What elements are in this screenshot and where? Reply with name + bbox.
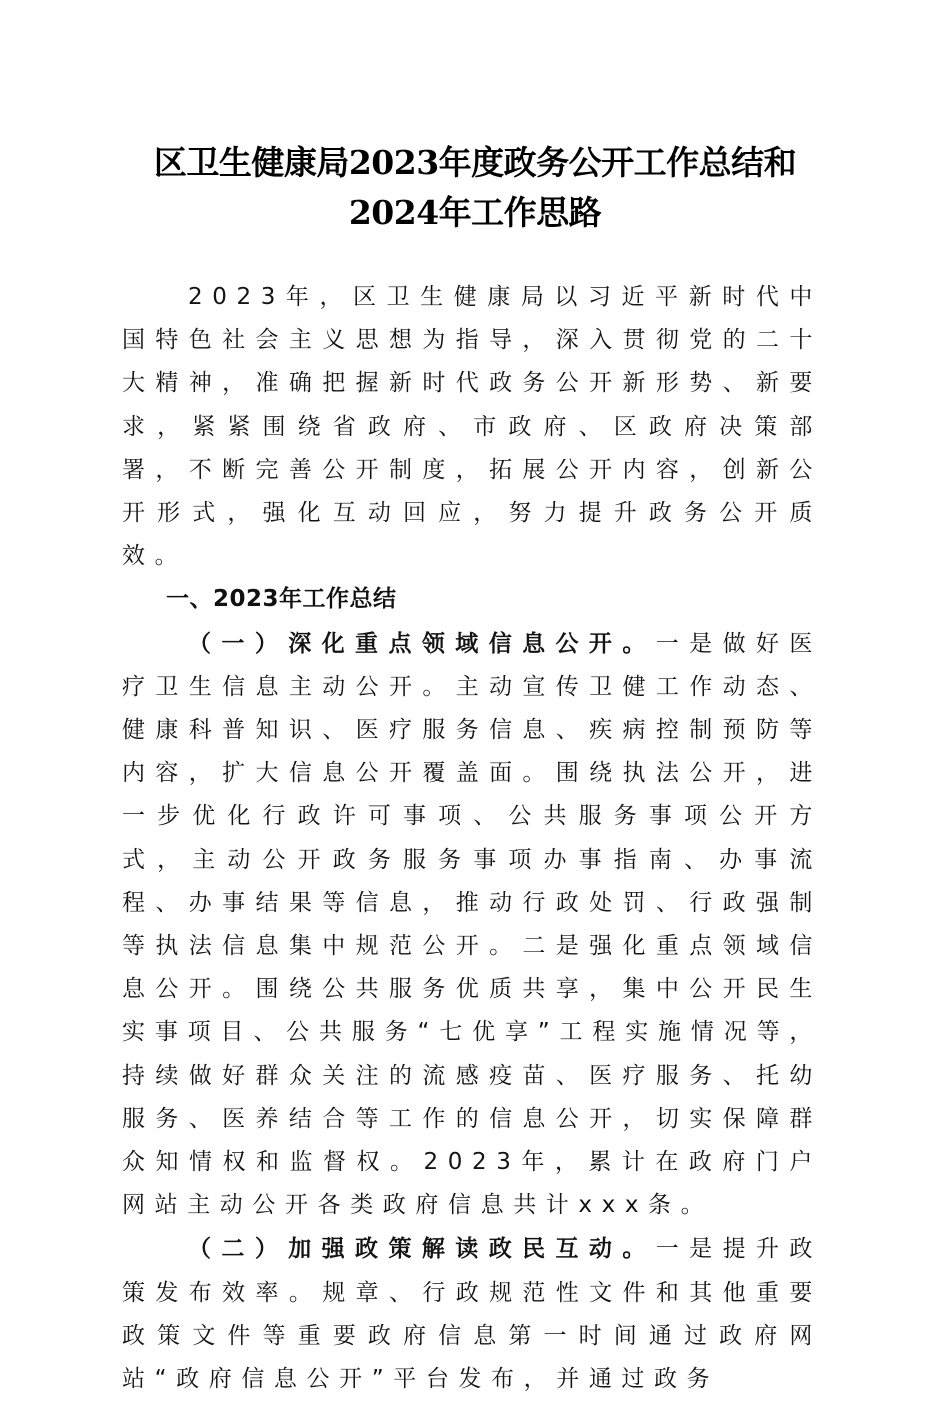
paragraph-text: 一是提升政策发布效率。规章、行政规范性文件和其他重要政策文件等重要政府信息第一时间通过政府网站“政府信息公开”平台发布，并通过政务 [122,1236,823,1393]
title-line-1: 区卫生健康局2023年度政务公开工作总结和 [153,143,797,182]
document-title [100,138,850,238]
paragraph-lead: （一）深化重点领域信息公开。 [188,629,656,657]
document-body [122,276,822,1401]
paragraph-item-1 [122,622,822,1228]
intro-paragraph: 2023年，区卫生健康局以习近平新时代中国特色社会主义思想为指导，深入贯彻党的二十大精神，准确把握新时代政务公开新形势、新要求，紧紧围绕省政府、市政府、区政府决策部署，不断完善公开制度，拓展公开内容，创新公开形式，强化互动回应，努力提升政务公开质效。 [122,284,822,570]
paragraph-item-2 [122,1227,822,1401]
paragraph-lead: （二）加强政策解读政民互动。 [188,1235,656,1263]
section-heading: 一、2023年工作总结 [166,586,397,613]
paragraph-text: 一是做好医疗卫生信息主动公开。主动宣传卫健工作动态、健康科普知识、医疗服务信息、疾病控制预防等内容，扩大信息公开覆盖面。围绕执法公开，进一步优化行政许可事项、公共服务事项公开方式，主动公开政务服务事项办事指南、办事流程、办事结果等信息，推动行政处罚、行政强制等执法信息集中规范公开。二是强化重点领域信息公开。围绕公共服务优质共享，集中公开民生实事项目、公共服务“七优享”工程实施情况等，持续做好群众关注的流感疫苗、医疗服务、托幼服务、医养结合等工作的信息公开，切实保障群众知情权和监督权。2023年，累计在政府门户网站主动公开各类政府信息共计xxx条。 [122,630,823,1219]
title-line-2: 2024年工作思路 [348,193,602,232]
